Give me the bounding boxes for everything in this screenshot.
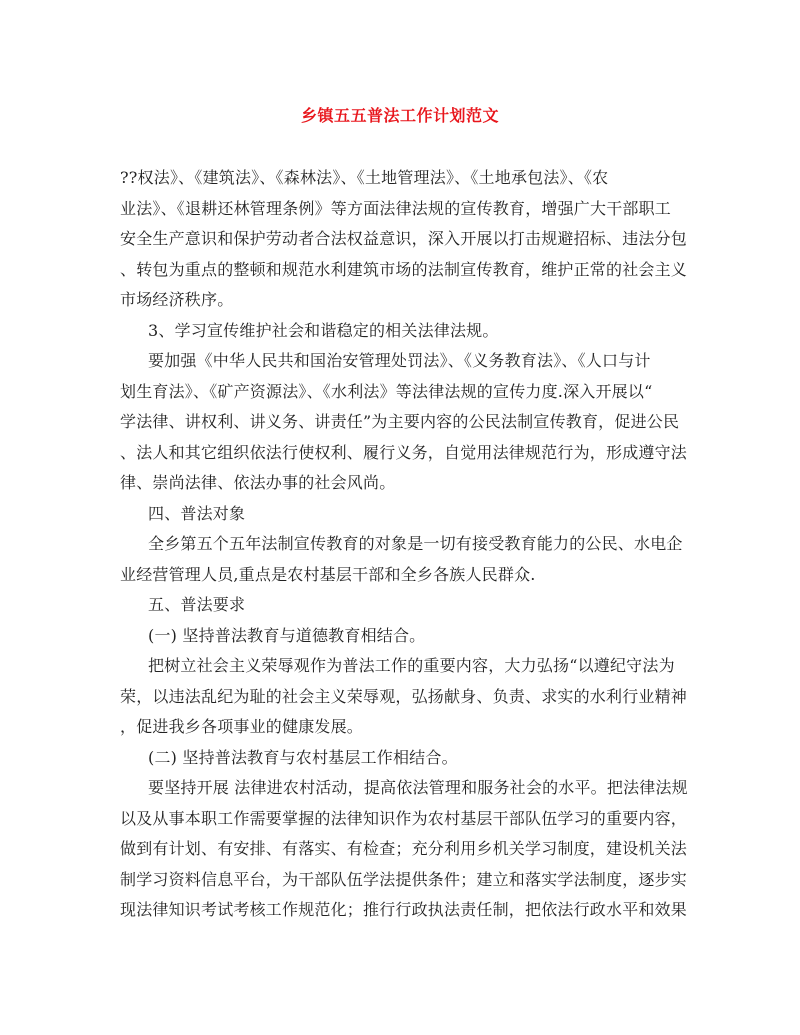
- body-line: 、转包为重点的整顿和规范水利建筑市场的法制宣传教育，维护正常的社会主义: [120, 259, 688, 279]
- body-line: 3、学习宣传维护社会和谐稳定的相关法律法规。: [148, 320, 499, 340]
- body-line: ??权法》、《建筑法》、《森林法》、《土地管理法》、《土地承包法》、《农: [120, 168, 609, 187]
- body-line: 业经营管理人员,重点是农村基层干部和全乡各族人民群众.: [120, 564, 536, 584]
- body-line: 全乡第五个五年法制宣传教育的对象是一切有接受教育能力的公民、水电企: [148, 534, 683, 553]
- body-line: 四、普法对象: [148, 503, 246, 523]
- body-line: 五、普法要求: [148, 595, 246, 614]
- body-line: 把树立社会主义荣辱观作为普法工作的重要内容，大力弘扬“以遵纪守法为: [148, 656, 675, 675]
- body-line: 安全生产意识和保护劳动者合法权益意识，深入开展以打击规避招标、违法分包: [120, 229, 688, 248]
- body-line: ，促进我乡各项事业的健康发展。: [120, 717, 364, 736]
- document-body: [120, 163, 688, 926]
- body-line: 荣，以违法乱纪为耻的社会主义荣辱观，弘扬献身、负责、求实的水利行业精神: [120, 686, 688, 706]
- body-line: 律、崇尚法律、依法办事的社会风尚。: [120, 473, 396, 492]
- body-line: 做到有计划、有安排、有落实、有检查；充分利用乡机关学习制度，建设机关法: [120, 839, 688, 858]
- body-line: 市场经济秩序。: [120, 290, 234, 309]
- body-line: 业法》、《退耕还林管理条例》等方面法律法规的宣传教育，增强广大干部职工: [120, 198, 672, 218]
- body-line: (一) 坚持普法教育与道德教育相结合。: [148, 625, 426, 645]
- body-line: 要加强《中华人民共和国治安管理处罚法》、《义务教育法》、《人口与计: [148, 351, 651, 370]
- body-line: (二) 坚持普法教育与农村基层工作相结合。: [148, 747, 458, 767]
- body-line: 划生育法》、《矿产资源法》、《水利法》等法律法规的宣传力度.深入开展以“: [120, 381, 653, 401]
- body-line: 制学习资料信息平台，为干部队伍学法提供条件；建立和落实学法制度，逐步实: [120, 869, 688, 889]
- body-line: 要坚持开展 法律进农村活动，提高依法管理和服务社会的水平。把法律法规: [148, 778, 688, 797]
- body-line: 、法人和其它组织依法行使权利、履行义务，自觉用法律规范行为，形成遵守法: [120, 442, 688, 462]
- body-line: 以及从事本职工作需要掌握的法律知识作为农村基层干部队伍学习的重要内容，: [120, 808, 688, 828]
- document-title: 乡镇五五普法工作计划范文: [300, 106, 499, 125]
- body-line: 现法律知识考试考核工作规范化；推行行政执法责任制，把依法行政水平和效果: [120, 900, 688, 919]
- body-line: 学法律、讲权利、讲义务、讲责任”为主要内容的公民法制宣传教育，促进公民: [120, 412, 680, 431]
